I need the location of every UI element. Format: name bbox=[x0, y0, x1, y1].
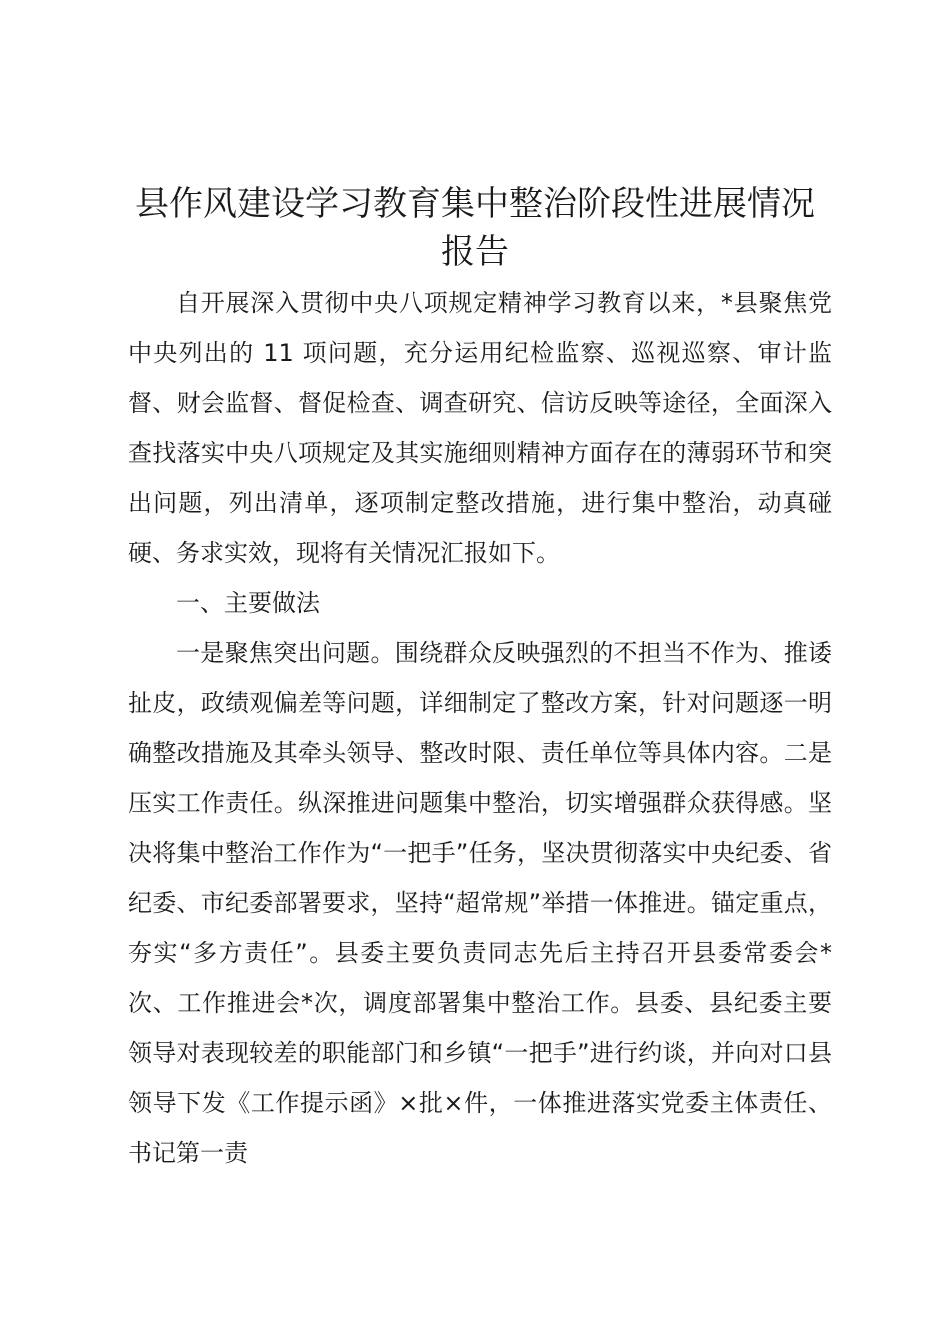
practices-paragraph: 一是聚焦突出问题。围绕群众反映强烈的不担当不作为、推诿扯皮，政绩观偏差等问题，详细制定了整改方案，针对问题逐一明确整改措施及其牵头领导、整改时限、责任单位等具体内容。二是压实工作责任。纵深推进问题集中整治，切实增强群众获得感。坚决将集中整治工作作为“一把手”任务，坚决贯彻落实中央纪委、省纪委、市纪委部署要求，坚持“超常规”举措一体推进。锚定重点，夯实“多方责任”。县委主要负责同志先后主持召开县委常委会*次、工作推进会*次，调度部署集中整治工作。县委、县纪委主要领导对表现较差的职能部门和乡镇“一把手”进行约谈，并向对口县领导下发《工作提示函》×批×件，一体推进落实党委主体责任、书记第一责 bbox=[128, 639, 832, 1167]
intro-paragraph: 自开展深入贯彻中央八项规定精神学习教育以来，*县聚焦党中央列出的 11 项问题，充分运用纪检监察、巡视巡察、审计监督、财会监督、督促检查、调查研究、信访反映等途径，全面深入查找落实中央八项规定及其实施细则精神方面存在的薄弱环节和突出问题，列出清单，逐项制定整改措施，进行集中整治，动真碰硬、务求实效，现将有关情况汇报如下。 bbox=[128, 289, 832, 567]
title-line-1: 县作风建设学习教育集中整治阶段性进展情况 bbox=[135, 184, 815, 224]
document-body bbox=[128, 278, 832, 1178]
title-line-2: 报告 bbox=[441, 232, 509, 272]
document-title bbox=[120, 180, 830, 276]
section-heading-main-practices: 一、主要做法 bbox=[176, 589, 320, 617]
